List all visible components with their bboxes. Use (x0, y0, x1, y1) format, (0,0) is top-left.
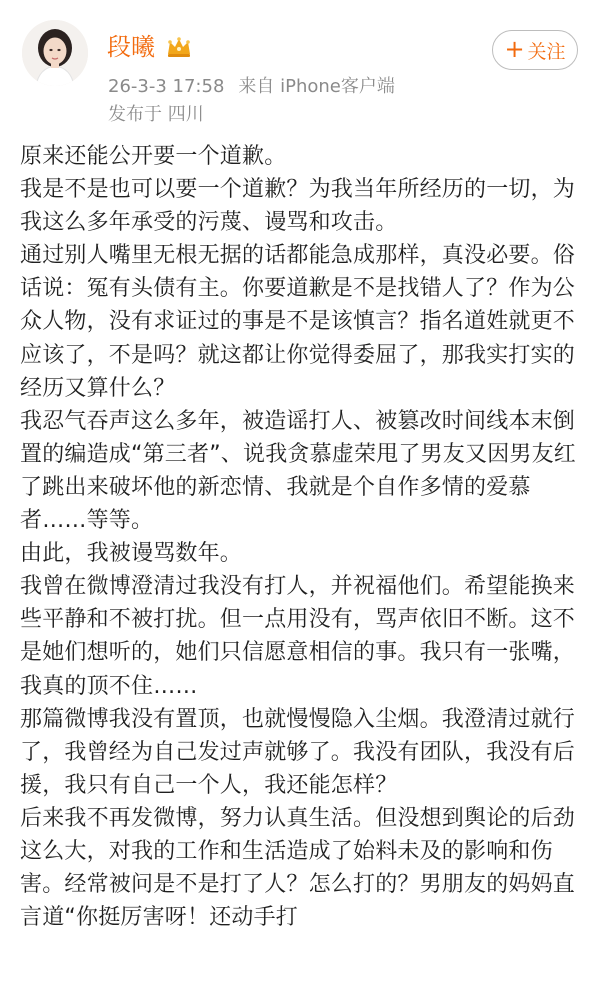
post-content (20, 140, 580, 934)
post-paragraph: 我曾在微博澄清过我没有打人，并祝福他们。希望能换来些平静和不被打扰。但一点用没有，骂声依旧不断。这不是她们想听的，她们只信愿意相信的事。我只有一张嘴，我真的顶不住…… (20, 574, 576, 699)
post-paragraph: 通过别人嘴里无根无据的话都能急成那样，真没必要。俗话说：冤有头债有主。你要道歉是不是找错人了？作为公众人物，没有求证过的事是不是该慎言？指名道姓就更不应该了，不是吗？就这都让你觉得委屈了，那我实打实的经历又算什么？ (20, 243, 576, 401)
post-meta (108, 72, 395, 98)
post-paragraph: 原来还能公开要一个道歉。 (20, 144, 287, 169)
author-name[interactable]: 段曦 (107, 33, 155, 61)
post-paragraph: 后来我不再发微博，努力认真生活。但没想到舆论的后劲这么大，对我的工作和生活造成了始料未及的影响和伤害。经常被问是不是打了人？怎么打的？男朋友的妈妈直言道“你挺厉害呀！还动手打 (20, 805, 576, 931)
post-paragraph: 那篇微博我没有置顶，也就慢慢隐入尘烟。我澄清过就行了，我曾经为自己发过声就够了。我没有团队，我没有后援，我只有自己一个人，我还能怎样？ (20, 706, 576, 798)
plus-icon: + (504, 35, 525, 63)
author-row (107, 30, 193, 64)
avatar[interactable] (22, 20, 88, 86)
crown-icon (165, 36, 193, 58)
post-paragraph: 由此，我被谩骂数年。 (20, 541, 243, 567)
avatar-image (22, 20, 88, 86)
post-paragraph: 我是不是也可以要一个道歉？为我当年所经历的一切，为我这么多年承受的污蔑、谩骂和攻击。 (20, 177, 576, 236)
post-timestamp: 26-3-3 17:58 (108, 76, 225, 97)
post-location: 发布于 四川 (108, 104, 204, 125)
post-source: 来自 iPhone客户端 (238, 76, 395, 97)
follow-button-label: 关注 (527, 40, 566, 63)
post-header (0, 0, 600, 132)
post-paragraph: 我忍气吞声这么多年，被造谣打人、被篡改时间线本末倒置的编造成“第三者”、说我贪慕虚荣甩了男友又因男友红了跳出来破坏他的新恋情、我就是个自作多情的爱慕者……等等。 (20, 408, 576, 534)
follow-button[interactable] (492, 30, 578, 70)
